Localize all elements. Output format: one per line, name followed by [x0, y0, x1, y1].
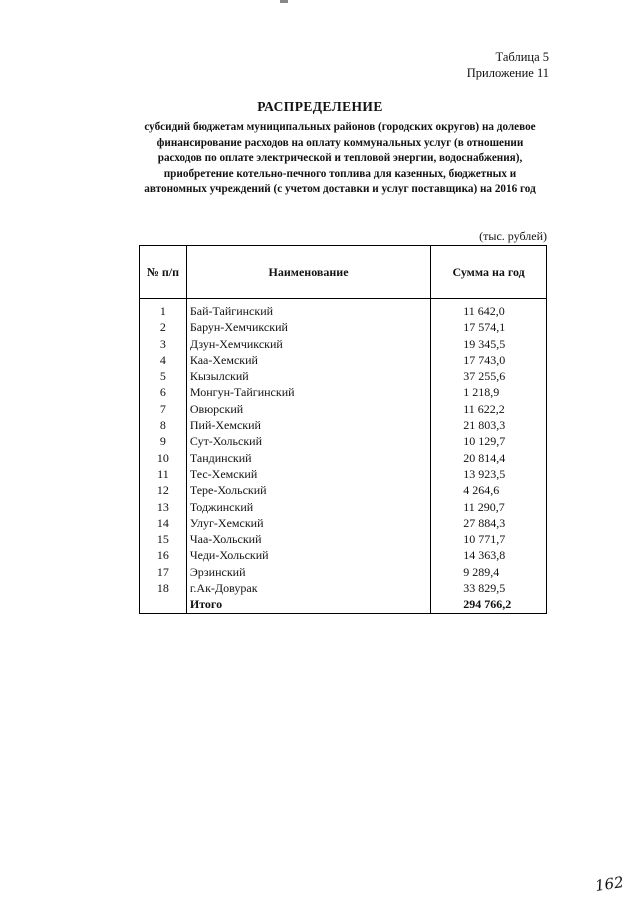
table-body	[140, 299, 547, 614]
row-sum: 11 622,2	[431, 401, 547, 417]
table-header-row	[140, 246, 547, 299]
table-row	[140, 515, 547, 531]
row-number: 4	[140, 352, 187, 368]
row-number: 7	[140, 401, 187, 417]
table-row	[140, 564, 547, 580]
row-number: 13	[140, 499, 187, 515]
row-name: Тес-Хемский	[186, 466, 430, 482]
table-row	[140, 499, 547, 515]
row-name: Овюрский	[186, 401, 430, 417]
row-number: 3	[140, 336, 187, 352]
row-sum: 19 345,5	[431, 336, 547, 352]
scan-mark	[280, 0, 288, 3]
row-name: Монгун-Тайгинский	[186, 384, 430, 400]
row-name: Улуг-Хемский	[186, 515, 430, 531]
row-name: Эрзинский	[186, 564, 430, 580]
row-name: Чаа-Хольский	[186, 531, 430, 547]
table-row	[140, 401, 547, 417]
table-row	[140, 482, 547, 498]
row-number: 2	[140, 319, 187, 335]
table-row	[140, 466, 547, 482]
table-row	[140, 547, 547, 563]
row-sum: 17 574,1	[431, 319, 547, 335]
row-name: Дзун-Хемчикский	[186, 336, 430, 352]
row-number: 11	[140, 466, 187, 482]
total-label: Итого	[186, 596, 430, 613]
appendix-number: Приложение 11	[466, 66, 549, 80]
row-name: г.Ак-Довурак	[186, 580, 430, 596]
row-number: 10	[140, 450, 187, 466]
row-name: Каа-Хемский	[186, 352, 430, 368]
row-number: 8	[140, 417, 187, 433]
table-row	[140, 352, 547, 368]
row-number: 18	[140, 580, 187, 596]
row-sum: 14 363,8	[431, 547, 547, 563]
row-sum: 17 743,0	[431, 352, 547, 368]
total-empty-cell	[140, 596, 187, 613]
row-sum: 9 289,4	[431, 564, 547, 580]
row-number: 17	[140, 564, 187, 580]
row-sum: 10 771,7	[431, 531, 547, 547]
col-header-sum: Сумма на год	[431, 246, 547, 299]
row-number: 5	[140, 368, 187, 384]
table-row	[140, 336, 547, 352]
table-row	[140, 319, 547, 335]
row-name: Сут-Хольский	[186, 433, 430, 449]
col-header-name: Наименование	[186, 246, 430, 299]
table-row	[140, 580, 547, 596]
row-sum: 11 642,0	[431, 299, 547, 320]
row-number: 9	[140, 433, 187, 449]
table-row	[140, 417, 547, 433]
row-number: 1	[140, 299, 187, 320]
distribution-table	[139, 245, 547, 614]
row-sum: 27 884,3	[431, 515, 547, 531]
row-name: Тоджинский	[186, 499, 430, 515]
row-name: Пий-Хемский	[186, 417, 430, 433]
total-sum: 294 766,2	[431, 596, 547, 613]
row-sum: 1 218,9	[431, 384, 547, 400]
table-row	[140, 433, 547, 449]
row-sum: 21 803,3	[431, 417, 547, 433]
units-label: (тыс. рублей)	[479, 229, 547, 243]
row-sum: 11 290,7	[431, 499, 547, 515]
table-row	[140, 368, 547, 384]
row-name: Кызылский	[186, 368, 430, 384]
document-title: РАСПРЕДЕЛЕНИЕ	[257, 99, 383, 114]
row-sum: 37 255,6	[431, 368, 547, 384]
col-header-number: № п/п	[140, 246, 187, 299]
row-number: 6	[140, 384, 187, 400]
row-sum: 4 264,6	[431, 482, 547, 498]
row-sum: 33 829,5	[431, 580, 547, 596]
table-row	[140, 450, 547, 466]
table-number: Таблица 5	[495, 50, 549, 64]
row-name: Чеди-Хольский	[186, 547, 430, 563]
row-sum: 13 923,5	[431, 466, 547, 482]
row-number: 15	[140, 531, 187, 547]
row-number: 16	[140, 547, 187, 563]
table-row	[140, 384, 547, 400]
row-number: 14	[140, 515, 187, 531]
row-name: Бай-Тайгинский	[186, 299, 430, 320]
row-sum: 10 129,7	[431, 433, 547, 449]
table-row	[140, 531, 547, 547]
row-number: 12	[140, 482, 187, 498]
row-name: Тандинский	[186, 450, 430, 466]
row-name: Барун-Хемчикский	[186, 319, 430, 335]
total-row	[140, 596, 547, 613]
page-number: 162	[594, 873, 626, 895]
row-sum: 20 814,4	[431, 450, 547, 466]
row-name: Тере-Хольский	[186, 482, 430, 498]
document-subtitle: субсидий бюджетам муниципальных районов (городских округов) на долевое финансирование расходов на оплату коммунальных услуг (в отношении расходов по оплате электрической и тепловой энергии, водоснабжения), приобретение котельно-печного топлива для казенных, бюджетных и автономных учреждений (с учетом доставки и услуг поставщика) на 2016 год	[144, 121, 536, 196]
table-row	[140, 299, 547, 320]
